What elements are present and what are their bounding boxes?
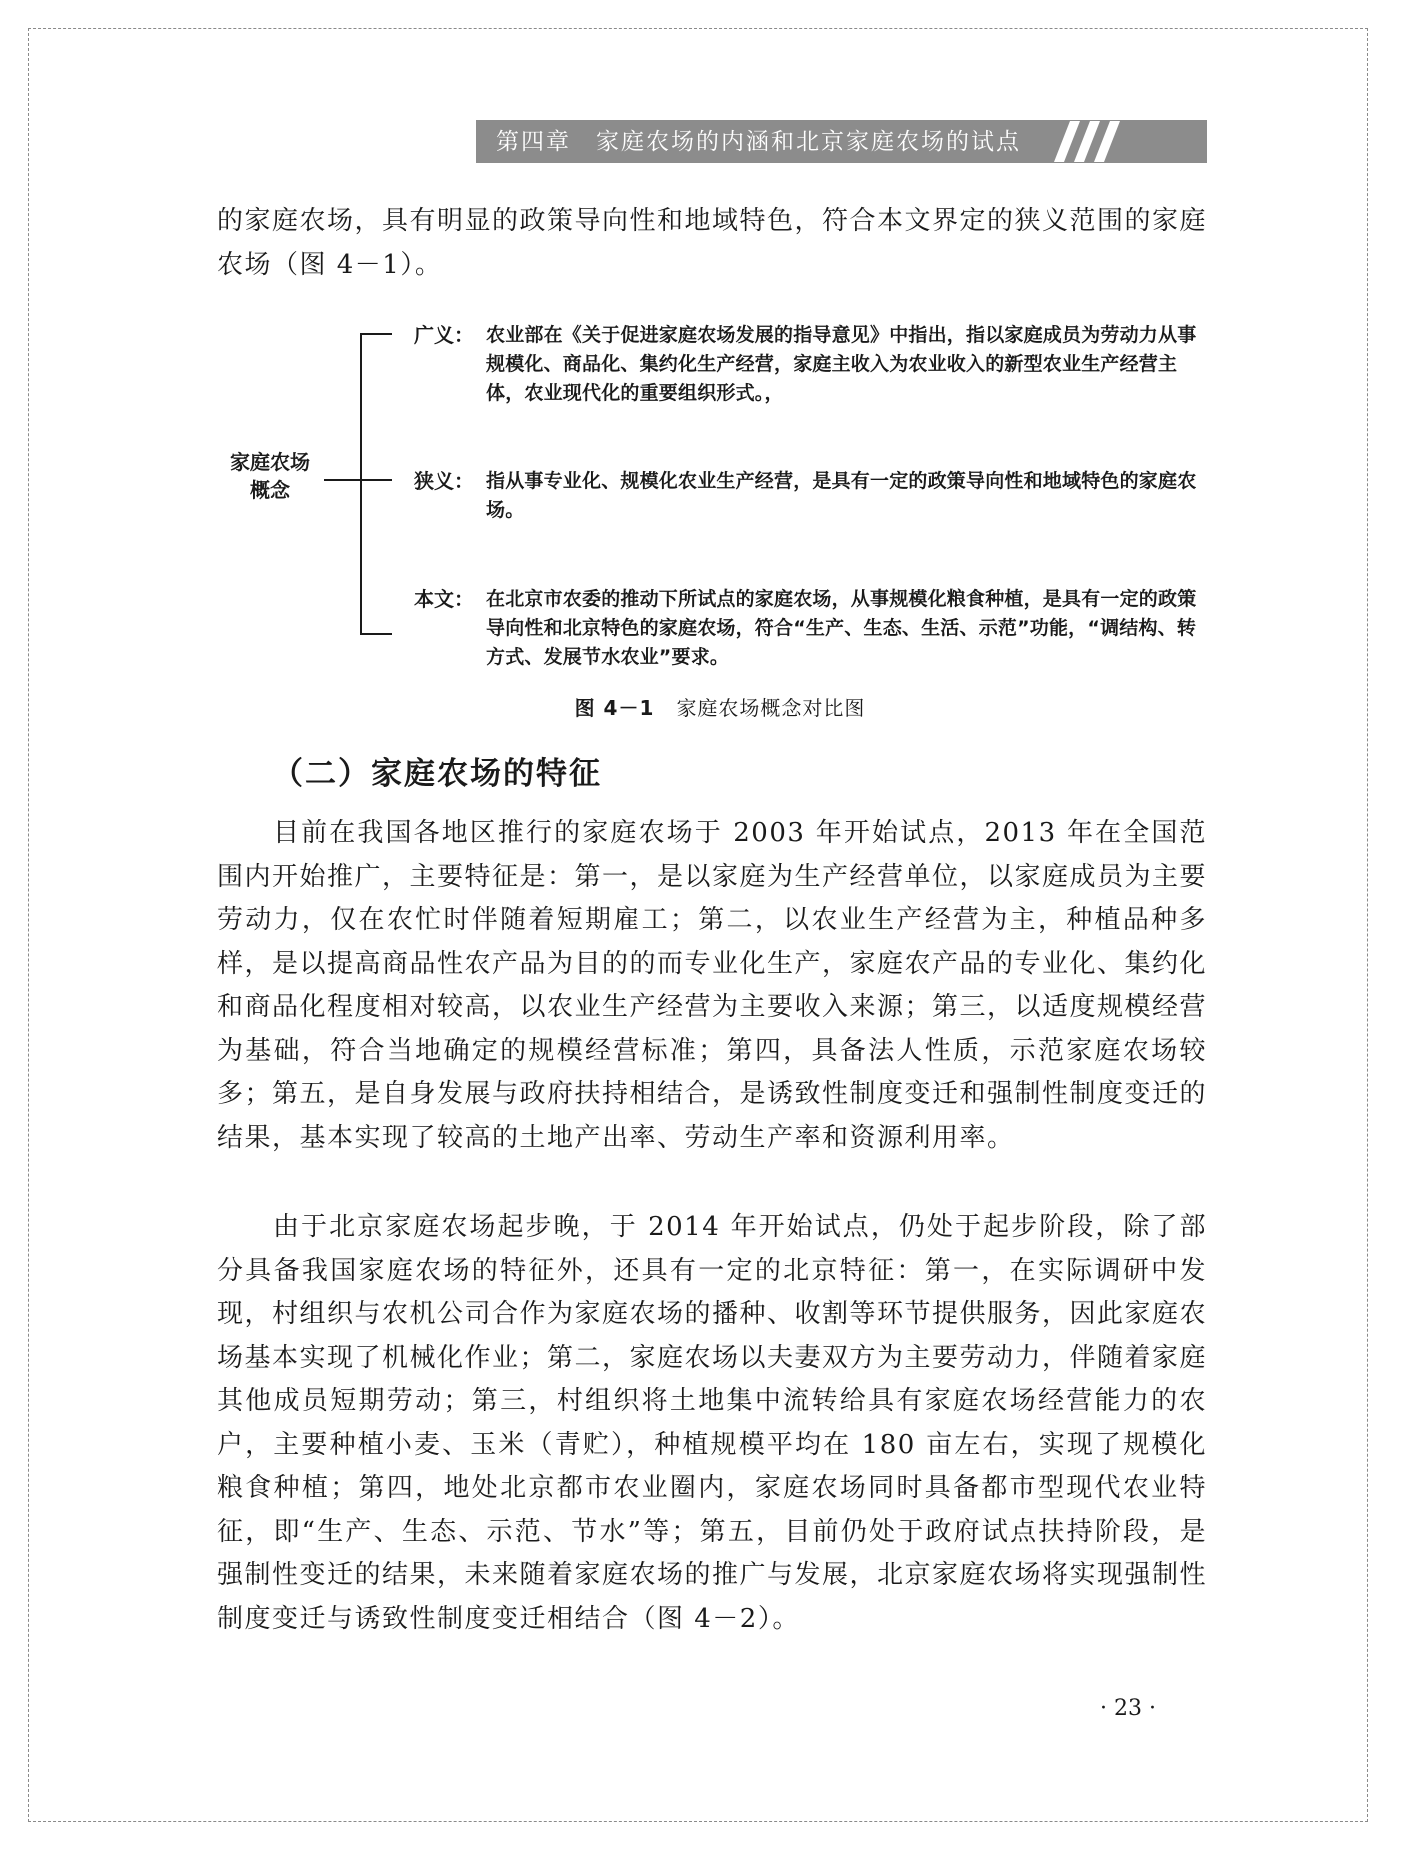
branch-text-broad: 农业部在《关于促进家庭农场发展的指导意见》中指出，指以家庭成员为劳动力从事规模化、商品化、集约化生产经营，家庭主收入为农业收入的新型农业生产经营主体，农业现代化的重要组织形式。， — [486, 324, 1197, 404]
running-header-title: 第四章 家庭农场的内涵和北京家庭农场的试点 — [496, 129, 1021, 155]
diagram-root-label: 家庭农场概念 — [230, 450, 310, 502]
body-paragraph-1: 目前在我国各地区推行的家庭农场于 2003 年开始试点，2013 年在全国范围内开始推广，主要特征是：第一，是以家庭为生产经营单位，以家庭成员为主要劳动力，仅在农忙时伴随着短期雇工；第二，以农业生产经营为主，种植品种多样，是以提高商品性农产品为目的的而专业化生产，家庭农产品的专业化、集约化和商品化程度相对较高，以农业生产经营为主要收入来源；第三，以适度规模经营为基础，符合当地确定的规模经营标准；第四，具备法人性质，示范家庭农场较多；第五，是自身发展与政府扶持相结合，是诱致性制度变迁和强制性制度变迁的结果，基本实现了较高的土地产出率、劳动生产率和资源利用率。 — [217, 818, 1208, 1153]
branch-label-narrow: 狭义： — [414, 469, 474, 493]
branch-text-this-paper: 在北京市农委的推动下所试点的家庭农场，从事规模化粮食种植，是具有一定的政策导向性和北京特色的家庭农场，符合“生产、生态、生活、示范”功能，“调结构、转方式、发展节水农业”要求。 — [486, 588, 1197, 668]
branch-text-narrow: 指从事专业化、规模化农业生产经营，是具有一定的政策导向性和地域特色的家庭农场。 — [486, 470, 1197, 521]
section-heading: （二）家庭农场的特征 — [272, 756, 602, 792]
branch-label-broad: 广义： — [414, 323, 474, 347]
figure-caption-number: 图 4－1 — [574, 696, 655, 720]
figure-caption — [420, 692, 1020, 721]
page-number: · 23 · — [1100, 1696, 1156, 1721]
header-slashes-decoration — [1040, 118, 1160, 165]
figure-caption-text: 家庭农场概念对比图 — [676, 696, 866, 720]
intro-paragraph: 的家庭农场，具有明显的政策导向性和地域特色，符合本文界定的狭义范围的家庭农场（图 4－1）。 — [217, 206, 1208, 280]
body-paragraph-2: 由于北京家庭农场起步晚，于 2014 年开始试点，仍处于起步阶段，除了部分具备我国家庭农场的特征外，还具有一定的北京特征：第一，在实际调研中发现，村组织与农机公司合作为家庭农场的播种、收割等环节提供服务，因此家庭农场基本实现了机械化作业；第二，家庭农场以夫妻双方为主要劳动力，伴随着家庭其他成员短期劳动；第三，村组织将土地集中流转给具有家庭农场经营能力的农户，主要种植小麦、玉米（青贮），种植规模平均在 180 亩左右，实现了规模化粮食种植；第四，地处北京都市农业圈内，家庭农场同时具备都市型现代农业特征，即“生产、生态、示范、节水”等；第五，目前仍处于政府试点扶持阶段，是强制性变迁的结果，未来随着家庭农场的推广与发展，北京家庭农场将实现强制性制度变迁与诱致性制度变迁相结合（图 4－2）。 — [217, 1212, 1208, 1634]
branch-label-this-paper: 本文： — [414, 587, 474, 611]
